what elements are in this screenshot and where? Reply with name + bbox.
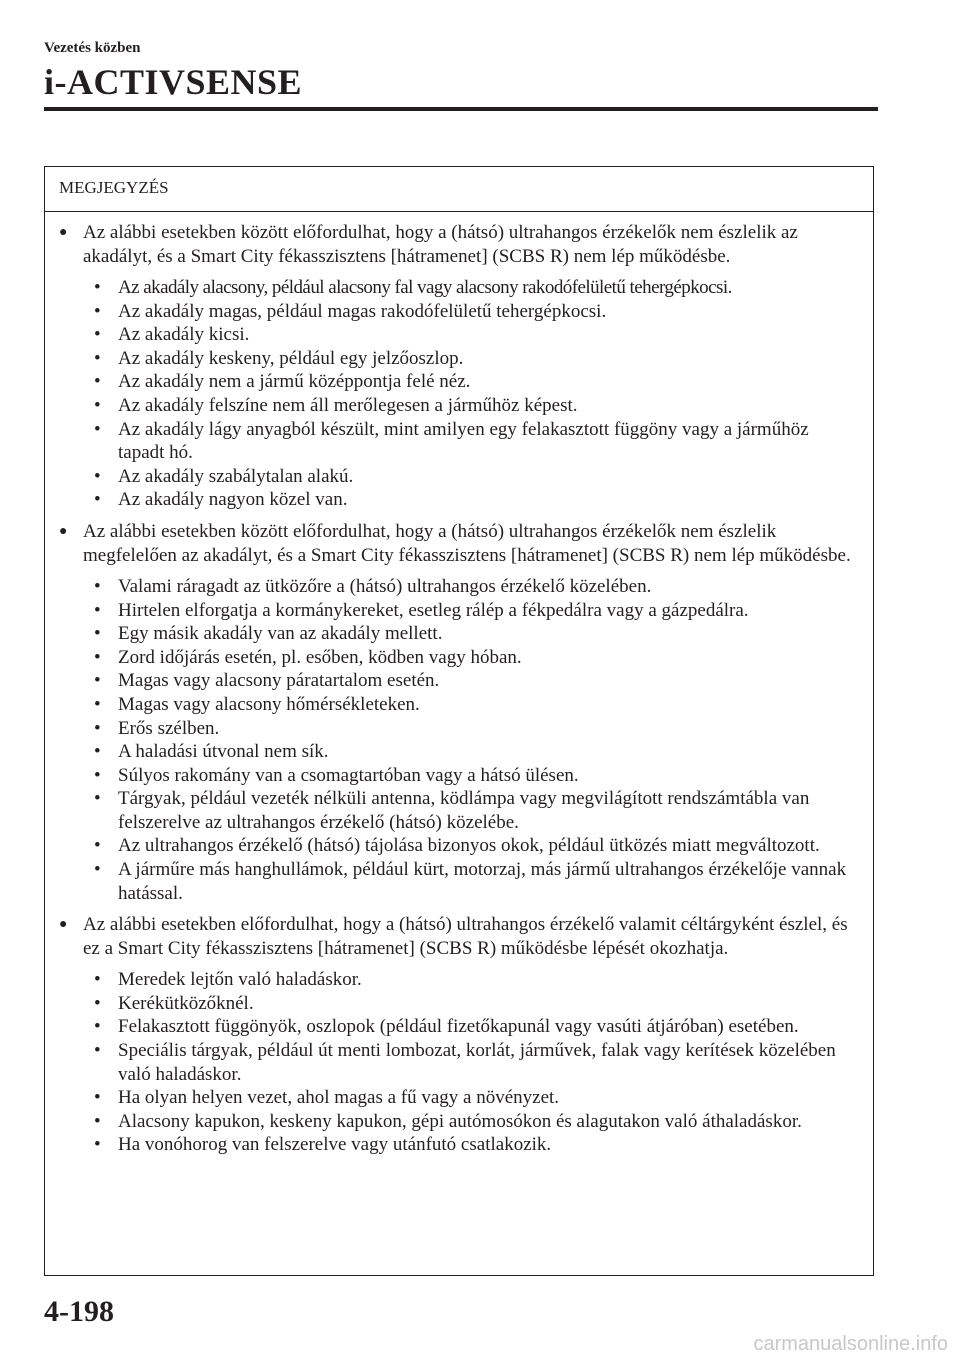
list-item xyxy=(94,764,855,788)
page-number: 4-198 xyxy=(44,1295,114,1328)
sub-item-text: Egy másik akadály van az akadály mellett. xyxy=(118,623,443,645)
list-item xyxy=(94,717,855,741)
note-group xyxy=(59,520,855,905)
bullet-icon: • xyxy=(94,1016,101,1038)
bullet-icon: • xyxy=(94,300,101,322)
bullet-icon: ● xyxy=(59,917,68,933)
sub-item-text: Erős szélben. xyxy=(118,717,220,739)
note-group xyxy=(59,221,855,512)
list-item xyxy=(94,347,855,371)
list-item xyxy=(94,740,855,764)
bullet-icon: • xyxy=(94,670,101,692)
list-item xyxy=(59,221,855,269)
sub-item-text: Az ultrahangos érzékelő (hátsó) tájolása bizonyos okok, például ütközés miatt megváltozott. xyxy=(118,835,820,857)
sub-item-text: Alacsony kapukon, keskeny kapukon, gépi autómosókon és alagutakon való áthaladáskor. xyxy=(118,1110,802,1132)
bullet-icon: • xyxy=(94,859,101,881)
sub-item-text: Az akadály nem a jármű középpontja felé néz. xyxy=(118,371,471,393)
list-item xyxy=(94,693,855,717)
bullet-icon: • xyxy=(94,575,101,597)
list-item xyxy=(59,520,855,568)
bullet-icon: • xyxy=(94,347,101,369)
sub-item-text: Az akadály lágy anyagból készült, mint amilyen egy felakasztott függöny vagy a járműhöz tapadt hó. xyxy=(118,418,809,464)
sub-item-text: A járműre más hanghullámok, például kürt, motorzaj, más jármű ultrahangos érzékelője vannak hatással. xyxy=(118,859,847,904)
list-item xyxy=(94,465,855,489)
sub-item-text: Felakasztott függönyök, oszlopok (például fizetőkapunál vagy vasúti átjáróban) esetében. xyxy=(118,1016,799,1038)
list-item xyxy=(94,858,855,905)
sub-item-text: Magas vagy alacsony hőmérsékleteken. xyxy=(118,693,420,715)
list-item xyxy=(94,787,855,834)
sub-item-text: Ha olyan helyen vezet, ahol magas a fű vagy a növényzet. xyxy=(118,1087,560,1109)
list-item xyxy=(94,418,855,465)
bullet-icon: ● xyxy=(59,225,68,240)
bullet-icon: • xyxy=(94,717,101,739)
list-item xyxy=(94,323,855,347)
bullet-icon: ● xyxy=(59,523,68,539)
watermark: carmanualsonline.info xyxy=(753,1333,948,1355)
bullet-icon: • xyxy=(94,693,101,715)
note-item-text: Az alábbi esetekben között előfordulhat, hogy a (hátsó) ultrahangos érzékelők nem észlelik az akadályt, és a Smart City fékasszisztens [hátramenet] (SCBS R) nem lép működésbe. xyxy=(83,222,798,267)
list-item xyxy=(94,1133,855,1157)
list-item xyxy=(94,575,855,599)
bullet-icon: • xyxy=(94,992,101,1014)
bullet-icon: • xyxy=(94,371,101,393)
list-item xyxy=(94,300,855,324)
bullet-icon: • xyxy=(94,623,101,645)
sub-list xyxy=(59,276,855,512)
sub-item-text: Az akadály alacsony, például alacsony fal vagy alacsony rakodófelületű tehergépkocsi. xyxy=(118,277,732,298)
list-item xyxy=(94,1110,855,1134)
section-label: Vezetés közben xyxy=(44,40,141,56)
list-item xyxy=(59,913,855,961)
sub-item-text: Hirtelen elforgatja a kormánykereket, esetleg rálép a fékpedálra vagy a gázpedálra. xyxy=(118,599,749,621)
bullet-icon: • xyxy=(94,788,101,810)
sub-item-text: Az akadály felszíne nem áll merőlegesen a járműhöz képest. xyxy=(118,394,578,416)
note-item-text: Az alábbi esetekben előfordulhat, hogy a (hátsó) ultrahangos érzékelő valamit céltárgyként észlel, és ez a Smart City fékasszisztens [hátramenet] (SCBS R) működésbe lépését okozhatja. xyxy=(83,914,848,960)
sub-list xyxy=(59,575,855,905)
sub-item-text: Tárgyak, például vezeték nélküli antenna, ködlámpa vagy megvilágított rendszámtábla van felszerelve az ultrahangos érzékelő (hátsó) közelébe. xyxy=(118,788,810,833)
bullet-icon: • xyxy=(94,1110,101,1132)
title-rule xyxy=(44,107,878,111)
bullet-icon: • xyxy=(94,324,101,346)
bullet-icon: • xyxy=(94,969,101,991)
note-body xyxy=(45,212,873,1157)
bullet-icon: • xyxy=(94,418,101,440)
list-item xyxy=(94,622,855,646)
sub-item-text: Az akadály kicsi. xyxy=(118,324,250,346)
bullet-icon: • xyxy=(94,1087,101,1109)
bullet-icon: • xyxy=(94,599,101,621)
bullet-icon: • xyxy=(94,465,101,487)
bullet-icon: • xyxy=(94,764,101,786)
note-box xyxy=(44,166,874,1276)
bullet-icon: • xyxy=(94,277,101,298)
sub-list xyxy=(59,968,855,1157)
sub-item-text: Súlyos rakomány van a csomagtartóban vagy a hátsó ülésen. xyxy=(118,764,579,786)
note-item-text: Az alábbi esetekben között előfordulhat, hogy a (hátsó) ultrahangos érzékelők nem észlelik megfelelően az akadályt, és a Smart City fékasszisztens [hátramenet] (SCBS R) nem lép működésbe. xyxy=(83,520,851,566)
sub-item-text: Ha vonóhorog van felszerelve vagy utánfutó csatlakozik. xyxy=(118,1134,552,1156)
list-item xyxy=(94,992,855,1016)
sub-item-text: Valami ráragadt az ütközőre a (hátsó) ultrahangos érzékelő közelében. xyxy=(118,575,652,597)
page-title: i-ACTIVSENSE xyxy=(44,62,303,102)
sub-item-text: Az akadály nagyon közel van. xyxy=(118,489,348,511)
sub-item-text: Kerékütközőknél. xyxy=(118,992,254,1014)
bullet-icon: • xyxy=(94,741,101,763)
sub-item-text: Az akadály szabálytalan alakú. xyxy=(118,465,354,487)
sub-item-text: Speciális tárgyak, például út menti lombozat, korlát, járművek, falak vagy kerítések közelében való haladáskor. xyxy=(118,1040,836,1085)
list-item xyxy=(94,646,855,670)
bullet-icon: • xyxy=(94,394,101,416)
sub-item-text: Az akadály keskeny, például egy jelzőoszlop. xyxy=(118,347,464,369)
list-item xyxy=(94,370,855,394)
sub-item-text: Magas vagy alacsony páratartalom esetén. xyxy=(118,670,440,692)
note-heading: MEGJEGYZÉS xyxy=(45,167,873,212)
bullet-icon: • xyxy=(94,835,101,857)
list-item xyxy=(94,1039,855,1086)
sub-item-text: Az akadály magas, például magas rakodófelületű tehergépkocsi. xyxy=(118,300,607,322)
list-item xyxy=(94,834,855,858)
note-group xyxy=(59,913,855,1157)
bullet-icon: • xyxy=(94,646,101,668)
bullet-icon: • xyxy=(94,489,101,511)
list-item xyxy=(94,276,855,300)
list-item xyxy=(94,1015,855,1039)
sub-item-text: Zord időjárás esetén, pl. esőben, ködben vagy hóban. xyxy=(118,646,522,668)
bullet-icon: • xyxy=(94,1040,101,1062)
list-item xyxy=(94,394,855,418)
list-item xyxy=(94,488,855,512)
list-item xyxy=(94,968,855,992)
sub-item-text: Meredek lejtőn való haladáskor. xyxy=(118,969,362,991)
list-item xyxy=(94,599,855,623)
bullet-icon: • xyxy=(94,1134,101,1156)
list-item xyxy=(94,669,855,693)
sub-item-text: A haladási útvonal nem sík. xyxy=(118,741,329,763)
list-item xyxy=(94,1086,855,1110)
